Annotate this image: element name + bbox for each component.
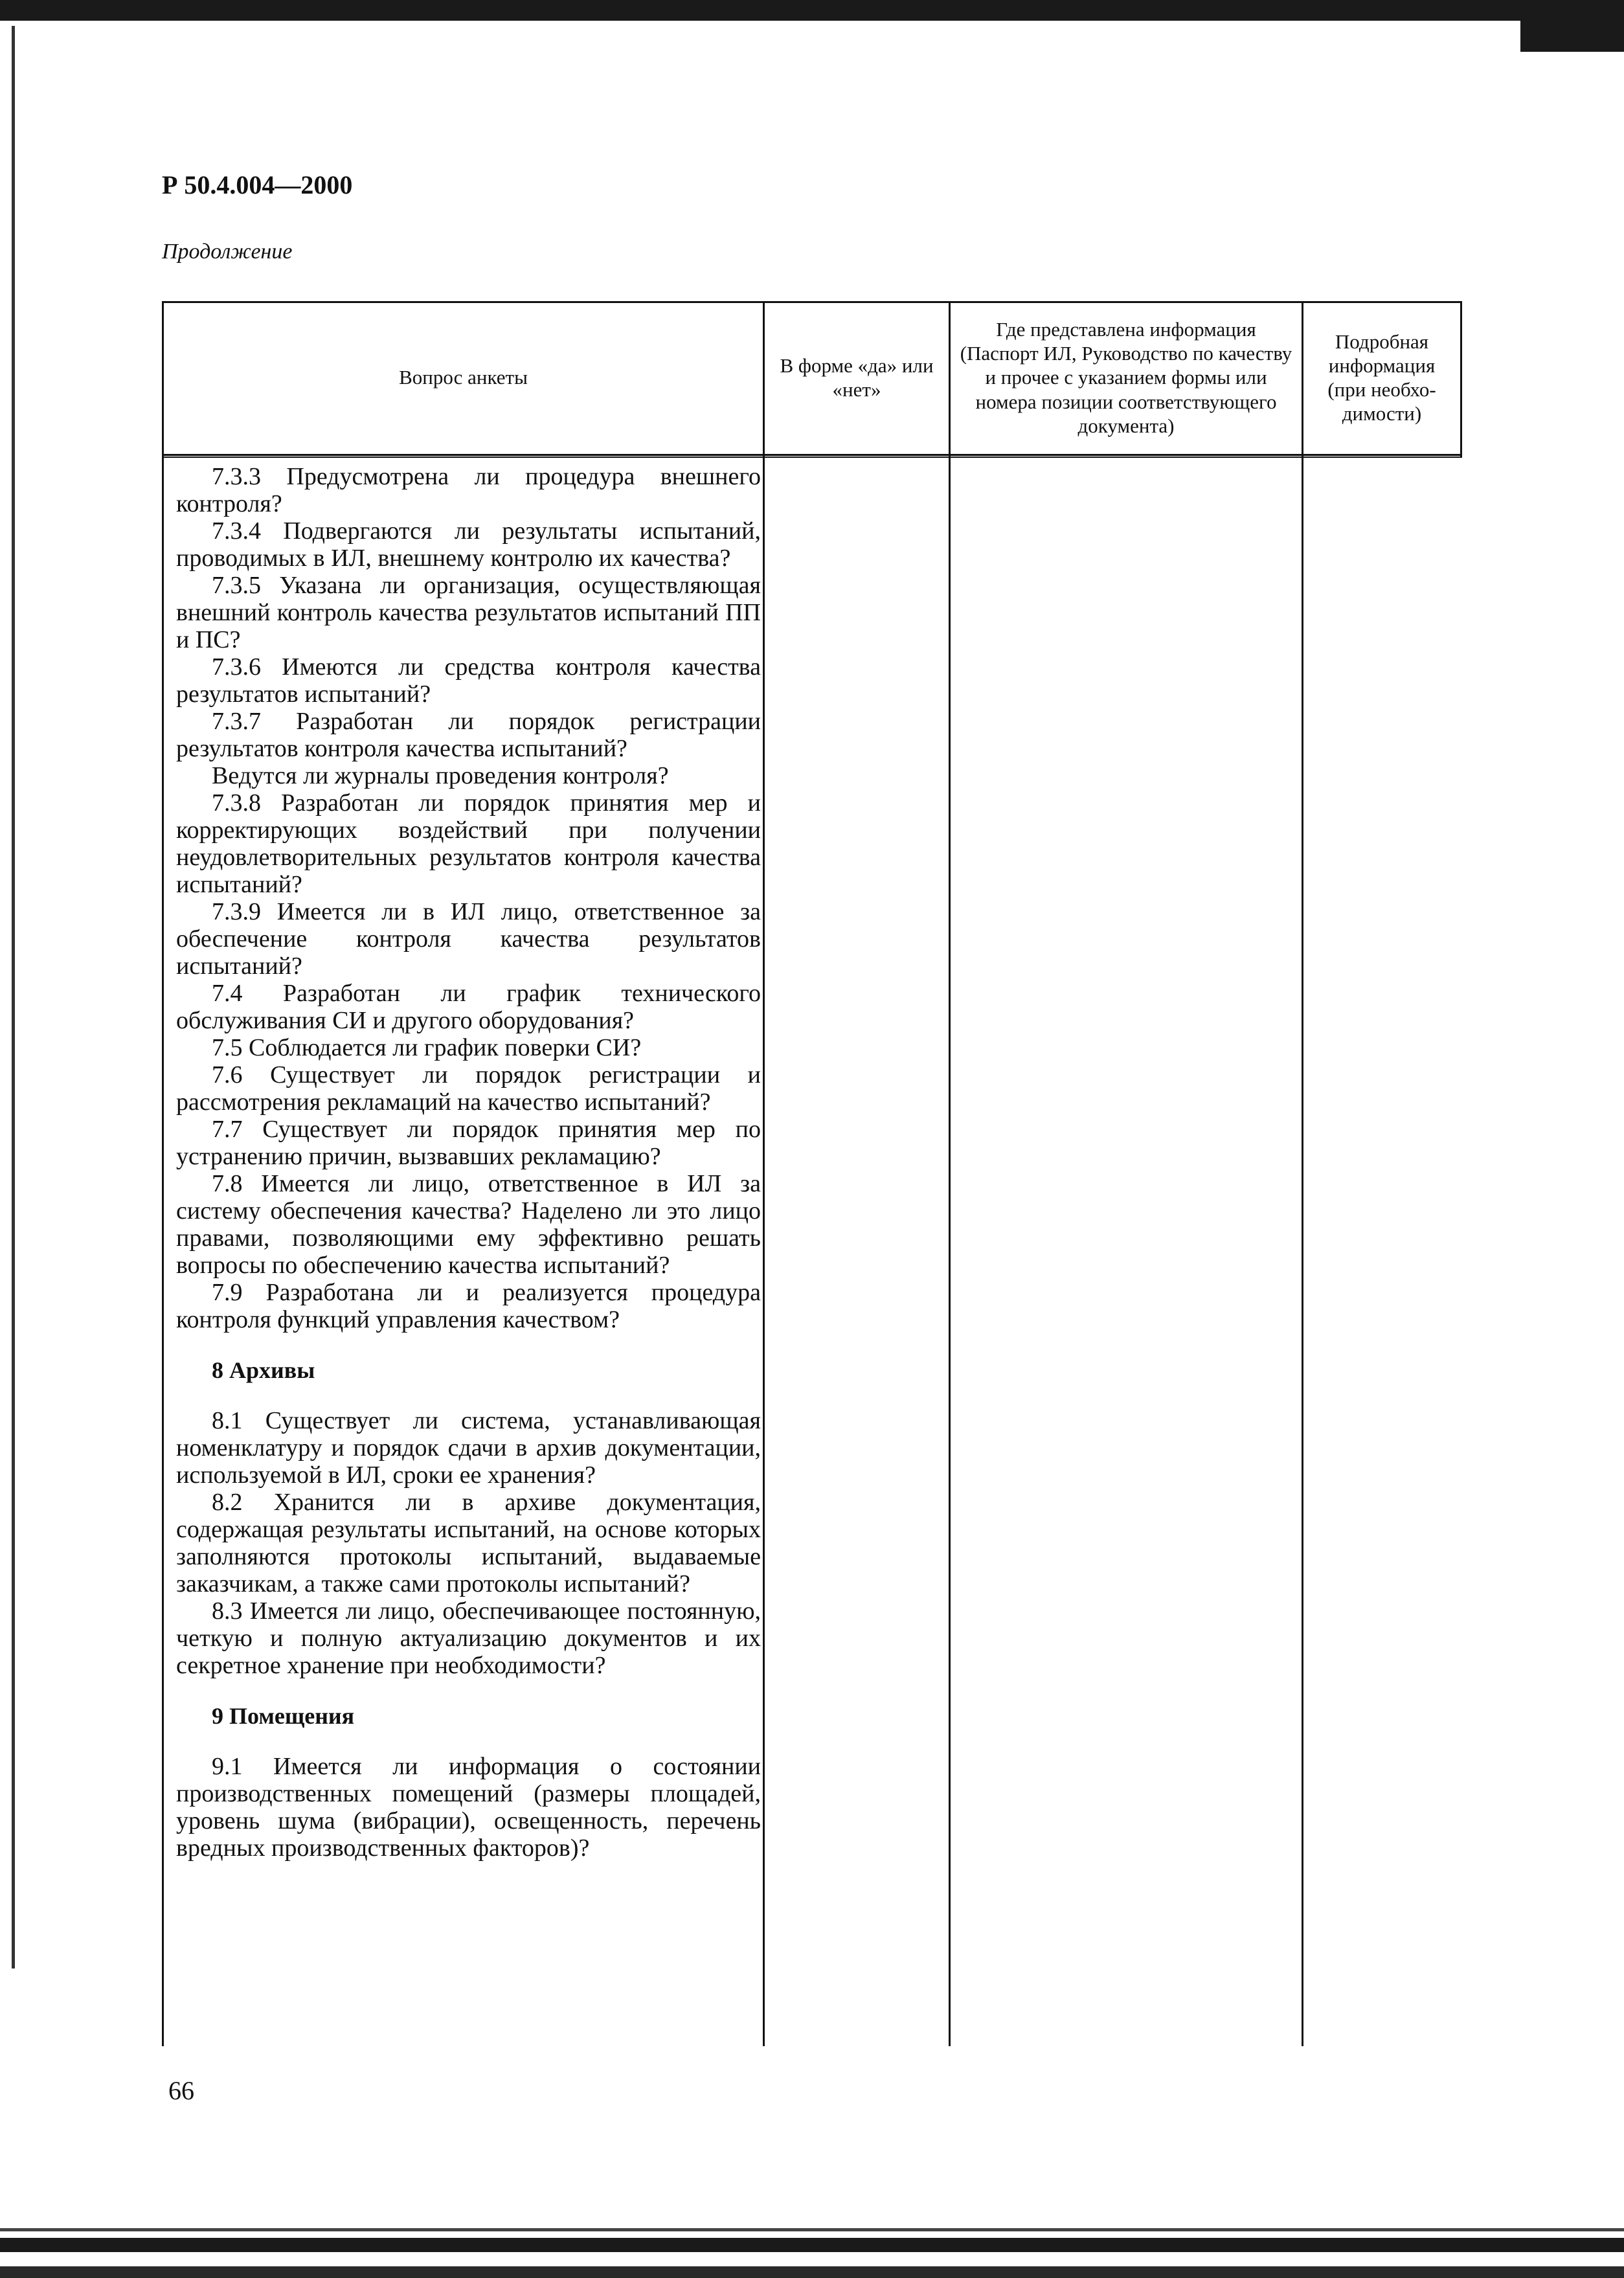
question-7-9: 7.9 Разработана ли и реализуется процедура контроля функций управления качеством? bbox=[176, 1279, 761, 1333]
scan-border-bottom-edge bbox=[0, 2266, 1624, 2278]
page-number: 66 bbox=[168, 2076, 194, 2105]
question-7-7: 7.7 Существует ли порядок принятия мер по устранению причин, вызвавших рекламацию? bbox=[176, 1116, 761, 1170]
header-where-info: Где представлена информация (Паспорт ИЛ, Руководство по качеству и прочее с указанием формы или номера позиции соответствующего документа) bbox=[960, 318, 1292, 437]
question-column bbox=[162, 463, 761, 1862]
scan-border-left bbox=[12, 26, 15, 1968]
question-8-2: 8.2 Хранится ли в архиве документация, содержащая результаты испытаний, на основе которых заполняются протоколы испытаний, выдаваемые заказчикам, а также сами протоколы испытаний? bbox=[176, 1489, 761, 1597]
question-7-3-3: 7.3.3 Предусмотрена ли процедура внешнего контроля? bbox=[176, 463, 761, 517]
questionnaire-table bbox=[162, 301, 1462, 2046]
header-question: Вопрос анкеты bbox=[399, 366, 528, 389]
question-7-3-5: 7.3.5 Указана ли организация, осуществляющая внешний контроль качества результатов испытаний ПП и ПС? bbox=[176, 572, 761, 653]
continuation-label: Продолжение bbox=[162, 240, 293, 264]
section-title-premises: 9 Помещения bbox=[212, 1703, 355, 1729]
header-details: Подробная информация (при необхо- димости) bbox=[1327, 330, 1436, 425]
question-9-1: 9.1 Имеется ли информация о состоянии производственных помещений (размеры площадей, уровень шума (вибрации), освещенность, перечень вредных производственных факторов)? bbox=[176, 1753, 761, 1862]
question-7-3-9: 7.3.9 Имеется ли в ИЛ лицо, ответственное за обеспечение контроля качества результатов испытаний? bbox=[176, 898, 761, 980]
question-7-3-7: 7.3.7 Разработан ли порядок регистрации результатов контроля качества испытаний? bbox=[176, 708, 761, 762]
column-divider-1 bbox=[763, 301, 765, 2046]
section-title-archives: 8 Архивы bbox=[212, 1357, 315, 1383]
question-7-8: 7.8 Имеется ли лицо, ответственное в ИЛ за систему обеспечения качества? Наделено ли это лицо правами, позволяющими ему эффективно решать вопросы по обеспечению качества испытаний? bbox=[176, 1170, 761, 1279]
question-7-3-8: 7.3.8 Разработан ли порядок принятия мер и корректирующих воздействий при получении неудовлетворительных результатов контроля качества испытаний? bbox=[176, 789, 761, 898]
scan-border-top bbox=[0, 0, 1624, 21]
scan-border-corner bbox=[1520, 13, 1624, 52]
scan-border-bottom-thin bbox=[0, 2228, 1624, 2231]
document-code: Р 50.4.004—2000 bbox=[162, 170, 353, 199]
question-8-3: 8.3 Имеется ли лицо, обеспечивающее постоянную, четкую и полную актуализацию документов и их секретное хранение при необходимости? bbox=[176, 1597, 761, 1679]
header-yes-no: В форме «да» или «нет» bbox=[780, 354, 934, 401]
column-divider-2 bbox=[949, 301, 951, 2046]
question-7-3-4: 7.3.4 Подвергаются ли результаты испытаний, проводимых в ИЛ, внешнему контролю их качества? bbox=[176, 517, 761, 572]
question-7-6: 7.6 Существует ли порядок регистрации и рассмотрения рекламаций на качество испытаний? bbox=[176, 1061, 761, 1116]
table-header-separator bbox=[162, 454, 1462, 458]
question-7-5: 7.5 Соблюдается ли график поверки СИ? bbox=[212, 1034, 642, 1061]
column-divider-3 bbox=[1302, 301, 1303, 2046]
table-border-right bbox=[1460, 301, 1462, 458]
scan-border-bottom bbox=[0, 2238, 1624, 2252]
question-7-4: 7.4 Разработан ли график технического обслуживания СИ и другого оборудования? bbox=[176, 980, 761, 1034]
question-8-1: 8.1 Существует ли система, устанавливающая номенклатуру и порядок сдачи в архив документации, используемой в ИЛ, сроки ее хранения? bbox=[176, 1407, 761, 1489]
question-7-3-6: 7.3.6 Имеются ли средства контроля качества результатов испытаний? bbox=[176, 653, 761, 708]
question-7-3-7-journals: Ведутся ли журналы проведения контроля? bbox=[212, 762, 669, 789]
